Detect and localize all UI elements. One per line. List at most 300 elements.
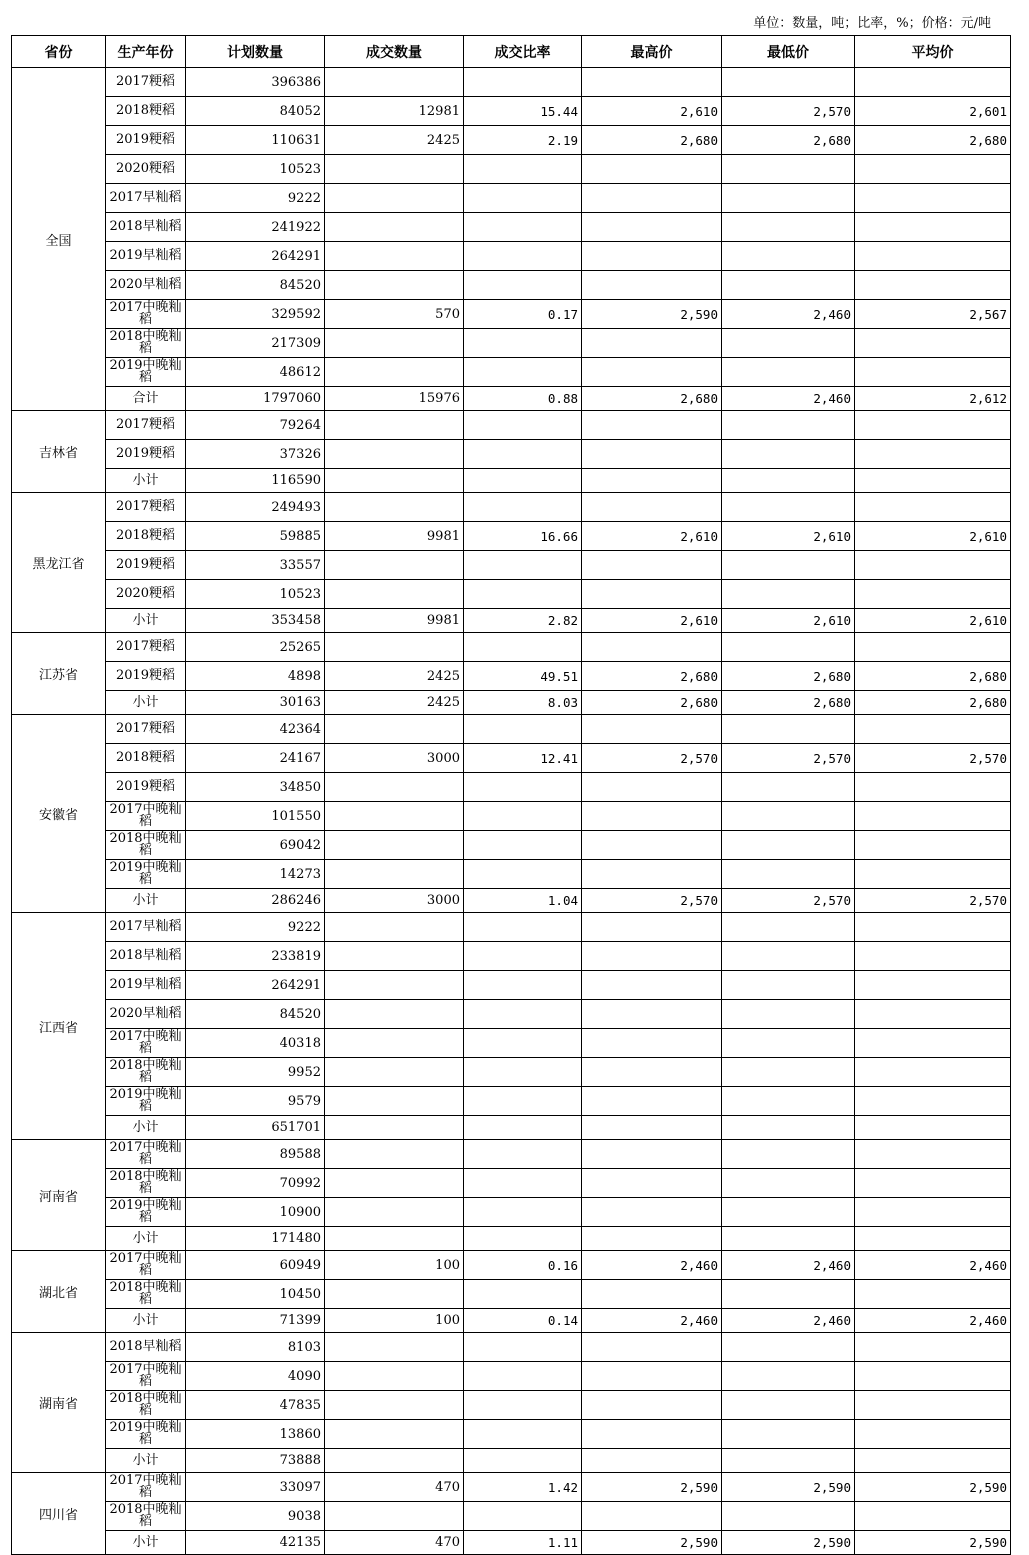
table-row	[12, 1309, 1011, 1333]
cell-planned: 10450	[186, 1280, 325, 1309]
cell-avg-price: 2,460	[855, 1309, 1011, 1333]
cell-min-price	[722, 1058, 855, 1087]
cell-year: 2019粳稻	[106, 551, 186, 580]
cell-min-price	[722, 155, 855, 184]
cell-min-price	[722, 440, 855, 469]
cell-max-price	[582, 329, 722, 358]
table-row	[12, 889, 1011, 913]
cell-year: 2019早籼稻	[106, 971, 186, 1000]
table-row	[12, 1029, 1011, 1058]
cell-avg-price	[855, 860, 1011, 889]
cell-max-price	[582, 942, 722, 971]
cell-traded: 100	[325, 1251, 464, 1280]
cell-planned: 8103	[186, 1333, 325, 1362]
cell-traded	[325, 271, 464, 300]
cell-avg-price: 2,567	[855, 300, 1011, 329]
cell-year: 小计	[106, 609, 186, 633]
cell-min-price: 2,460	[722, 1309, 855, 1333]
cell-rate: 16.66	[464, 522, 582, 551]
cell-planned: 89588	[186, 1140, 325, 1169]
cell-rate	[464, 1116, 582, 1140]
cell-max-price: 2,680	[582, 126, 722, 155]
cell-max-price	[582, 440, 722, 469]
cell-traded	[325, 1391, 464, 1420]
cell-year: 2020粳稻	[106, 580, 186, 609]
table-body	[12, 68, 1011, 1555]
cell-traded	[325, 1140, 464, 1169]
table-row	[12, 1000, 1011, 1029]
cell-min-price	[722, 551, 855, 580]
cell-avg-price	[855, 1391, 1011, 1420]
table-row	[12, 411, 1011, 440]
cell-max-price: 2,680	[582, 387, 722, 411]
cell-avg-price: 2,610	[855, 609, 1011, 633]
cell-planned: 48612	[186, 358, 325, 387]
cell-max-price	[582, 1169, 722, 1198]
cell-avg-price	[855, 1198, 1011, 1227]
cell-avg-price	[855, 493, 1011, 522]
cell-rate	[464, 440, 582, 469]
cell-planned: 233819	[186, 942, 325, 971]
cell-avg-price	[855, 358, 1011, 387]
cell-min-price	[722, 1449, 855, 1473]
table-row	[12, 469, 1011, 493]
table-row	[12, 1473, 1011, 1502]
cell-min-price	[722, 580, 855, 609]
table-row	[12, 97, 1011, 126]
cell-planned: 71399	[186, 1309, 325, 1333]
cell-planned: 69042	[186, 831, 325, 860]
cell-traded	[325, 913, 464, 942]
cell-traded	[325, 155, 464, 184]
cell-planned: 9222	[186, 184, 325, 213]
cell-traded: 3000	[325, 744, 464, 773]
cell-avg-price	[855, 633, 1011, 662]
cell-year: 2017中晚籼稻	[106, 300, 186, 329]
cell-planned: 34850	[186, 773, 325, 802]
cell-min-price	[722, 493, 855, 522]
cell-avg-price	[855, 213, 1011, 242]
cell-avg-price	[855, 411, 1011, 440]
cell-planned: 264291	[186, 971, 325, 1000]
cell-avg-price	[855, 1420, 1011, 1449]
cell-min-price	[722, 1000, 855, 1029]
cell-traded	[325, 1058, 464, 1087]
cell-traded: 100	[325, 1309, 464, 1333]
cell-max-price	[582, 68, 722, 97]
cell-year: 2020早籼稻	[106, 271, 186, 300]
cell-min-price	[722, 1362, 855, 1391]
cell-rate	[464, 942, 582, 971]
cell-traded	[325, 1198, 464, 1227]
cell-rate: 1.04	[464, 889, 582, 913]
table-row	[12, 184, 1011, 213]
cell-traded	[325, 1000, 464, 1029]
cell-year: 2019中晚籼稻	[106, 1420, 186, 1449]
cell-traded	[325, 411, 464, 440]
cell-avg-price	[855, 913, 1011, 942]
cell-max-price	[582, 831, 722, 860]
cell-avg-price: 2,680	[855, 691, 1011, 715]
header-min-price: 最低价	[722, 36, 855, 68]
cell-planned: 9038	[186, 1502, 325, 1531]
table-row	[12, 271, 1011, 300]
cell-planned: 9952	[186, 1058, 325, 1087]
header-planned: 计划数量	[186, 36, 325, 68]
cell-rate	[464, 580, 582, 609]
cell-rate: 2.19	[464, 126, 582, 155]
cell-rate: 2.82	[464, 609, 582, 633]
table-row	[12, 1087, 1011, 1116]
cell-planned: 9579	[186, 1087, 325, 1116]
cell-traded	[325, 860, 464, 889]
table-row	[12, 387, 1011, 411]
cell-year: 小计	[106, 1116, 186, 1140]
header-avg-price: 平均价	[855, 36, 1011, 68]
cell-traded: 470	[325, 1531, 464, 1555]
cell-year: 2018中晚籼稻	[106, 1169, 186, 1198]
cell-traded: 3000	[325, 889, 464, 913]
cell-year: 2019粳稻	[106, 773, 186, 802]
cell-max-price: 2,570	[582, 744, 722, 773]
header-row	[12, 36, 1011, 68]
cell-min-price	[722, 242, 855, 271]
cell-rate	[464, 831, 582, 860]
cell-traded: 570	[325, 300, 464, 329]
cell-max-price	[582, 493, 722, 522]
table-row	[12, 691, 1011, 715]
header-max-price: 最高价	[582, 36, 722, 68]
cell-year: 2017中晚籼稻	[106, 1029, 186, 1058]
cell-min-price	[722, 1227, 855, 1251]
cell-rate: 12.41	[464, 744, 582, 773]
cell-planned: 84520	[186, 1000, 325, 1029]
table-header	[12, 36, 1011, 68]
table-row	[12, 522, 1011, 551]
cell-min-price: 2,460	[722, 387, 855, 411]
cell-min-price	[722, 1502, 855, 1531]
cell-rate	[464, 715, 582, 744]
cell-rate	[464, 913, 582, 942]
header-year: 生产年份	[106, 36, 186, 68]
cell-max-price	[582, 913, 722, 942]
cell-min-price: 2,460	[722, 1251, 855, 1280]
cell-max-price	[582, 469, 722, 493]
cell-avg-price	[855, 1169, 1011, 1198]
cell-traded: 470	[325, 1473, 464, 1502]
table-row	[12, 913, 1011, 942]
cell-planned: 10523	[186, 155, 325, 184]
cell-rate	[464, 1333, 582, 1362]
cell-rate: 0.16	[464, 1251, 582, 1280]
table-row	[12, 1420, 1011, 1449]
cell-min-price	[722, 802, 855, 831]
cell-year: 2017粳稻	[106, 633, 186, 662]
cell-min-price	[722, 1169, 855, 1198]
table-row	[12, 971, 1011, 1000]
cell-max-price	[582, 1227, 722, 1251]
header-rate: 成交比率	[464, 36, 582, 68]
province-cell: 江西省	[12, 913, 106, 1140]
cell-traded	[325, 1116, 464, 1140]
cell-rate: 1.11	[464, 1531, 582, 1555]
cell-min-price	[722, 1333, 855, 1362]
cell-planned: 14273	[186, 860, 325, 889]
cell-min-price	[722, 831, 855, 860]
cell-min-price	[722, 68, 855, 97]
cell-min-price	[722, 213, 855, 242]
table-row	[12, 1333, 1011, 1362]
cell-avg-price: 2,460	[855, 1251, 1011, 1280]
province-cell: 江苏省	[12, 633, 106, 715]
table-row	[12, 860, 1011, 889]
cell-avg-price: 2,590	[855, 1473, 1011, 1502]
cell-avg-price	[855, 242, 1011, 271]
cell-rate	[464, 1362, 582, 1391]
cell-min-price: 2,680	[722, 691, 855, 715]
table-row	[12, 1251, 1011, 1280]
cell-rate	[464, 493, 582, 522]
table-row	[12, 1116, 1011, 1140]
cell-rate	[464, 1391, 582, 1420]
table-row	[12, 155, 1011, 184]
cell-max-price: 2,610	[582, 97, 722, 126]
cell-max-price: 2,610	[582, 522, 722, 551]
cell-year: 2018中晚籼稻	[106, 329, 186, 358]
cell-min-price	[722, 184, 855, 213]
cell-planned: 4898	[186, 662, 325, 691]
cell-max-price	[582, 633, 722, 662]
cell-max-price	[582, 1029, 722, 1058]
cell-avg-price: 2,601	[855, 97, 1011, 126]
cell-traded: 15976	[325, 387, 464, 411]
table-row	[12, 1140, 1011, 1169]
cell-traded	[325, 329, 464, 358]
cell-min-price: 2,570	[722, 889, 855, 913]
cell-year: 2018早籼稻	[106, 942, 186, 971]
cell-rate	[464, 68, 582, 97]
cell-traded	[325, 1280, 464, 1309]
cell-rate: 8.03	[464, 691, 582, 715]
cell-avg-price: 2,570	[855, 889, 1011, 913]
cell-max-price	[582, 551, 722, 580]
cell-rate: 0.88	[464, 387, 582, 411]
table-row	[12, 358, 1011, 387]
cell-max-price	[582, 1502, 722, 1531]
cell-traded	[325, 1227, 464, 1251]
cell-avg-price	[855, 1362, 1011, 1391]
table-row	[12, 213, 1011, 242]
cell-avg-price: 2,590	[855, 1531, 1011, 1555]
cell-max-price: 2,590	[582, 1531, 722, 1555]
cell-traded	[325, 1029, 464, 1058]
cell-traded	[325, 715, 464, 744]
cell-rate	[464, 802, 582, 831]
cell-traded	[325, 633, 464, 662]
cell-year: 2019粳稻	[106, 126, 186, 155]
cell-rate	[464, 1029, 582, 1058]
cell-traded: 2425	[325, 691, 464, 715]
unit-note: 单位：数量，吨；比率，%；价格：元/吨	[753, 16, 991, 31]
cell-planned: 241922	[186, 213, 325, 242]
cell-rate	[464, 1502, 582, 1531]
province-cell: 吉林省	[12, 411, 106, 493]
cell-max-price: 2,680	[582, 662, 722, 691]
cell-rate	[464, 1169, 582, 1198]
cell-min-price	[722, 1140, 855, 1169]
cell-traded: 2425	[325, 126, 464, 155]
cell-planned: 25265	[186, 633, 325, 662]
cell-planned: 13860	[186, 1420, 325, 1449]
cell-year: 2019中晚籼稻	[106, 1087, 186, 1116]
province-cell: 河南省	[12, 1140, 106, 1251]
province-cell: 四川省	[12, 1473, 106, 1555]
cell-traded	[325, 493, 464, 522]
cell-min-price	[722, 411, 855, 440]
cell-year: 2019中晚籼稻	[106, 358, 186, 387]
cell-avg-price: 2,612	[855, 387, 1011, 411]
cell-planned: 70992	[186, 1169, 325, 1198]
table-row	[12, 1502, 1011, 1531]
cell-max-price	[582, 1116, 722, 1140]
cell-traded	[325, 1169, 464, 1198]
cell-avg-price	[855, 1227, 1011, 1251]
table-row	[12, 580, 1011, 609]
cell-rate	[464, 1227, 582, 1251]
province-cell: 全国	[12, 68, 106, 411]
cell-max-price	[582, 580, 722, 609]
table-row	[12, 802, 1011, 831]
cell-year: 小计	[106, 1309, 186, 1333]
cell-traded	[325, 440, 464, 469]
cell-max-price: 2,610	[582, 609, 722, 633]
cell-rate: 1.42	[464, 1473, 582, 1502]
cell-traded	[325, 1502, 464, 1531]
cell-year: 2017中晚籼稻	[106, 1251, 186, 1280]
table-row	[12, 1169, 1011, 1198]
table-row	[12, 831, 1011, 860]
cell-min-price: 2,570	[722, 744, 855, 773]
cell-min-price: 2,610	[722, 522, 855, 551]
cell-planned: 4090	[186, 1362, 325, 1391]
cell-avg-price	[855, 942, 1011, 971]
cell-rate	[464, 860, 582, 889]
cell-max-price	[582, 1391, 722, 1420]
cell-planned: 396386	[186, 68, 325, 97]
cell-planned: 79264	[186, 411, 325, 440]
cell-max-price: 2,460	[582, 1309, 722, 1333]
cell-max-price	[582, 971, 722, 1000]
cell-traded	[325, 469, 464, 493]
cell-traded	[325, 1449, 464, 1473]
cell-year: 2018中晚籼稻	[106, 1502, 186, 1531]
table-row	[12, 1198, 1011, 1227]
cell-year: 2017中晚籼稻	[106, 1473, 186, 1502]
cell-year: 2018中晚籼稻	[106, 1391, 186, 1420]
cell-avg-price	[855, 1058, 1011, 1087]
cell-traded	[325, 580, 464, 609]
cell-traded	[325, 1420, 464, 1449]
cell-traded	[325, 184, 464, 213]
cell-year: 2017中晚籼稻	[106, 1140, 186, 1169]
cell-traded	[325, 358, 464, 387]
cell-rate	[464, 551, 582, 580]
table-row	[12, 242, 1011, 271]
cell-min-price	[722, 358, 855, 387]
table-row	[12, 633, 1011, 662]
cell-avg-price	[855, 1029, 1011, 1058]
cell-rate: 0.14	[464, 1309, 582, 1333]
cell-traded	[325, 942, 464, 971]
cell-avg-price	[855, 469, 1011, 493]
cell-year: 合计	[106, 387, 186, 411]
cell-planned: 264291	[186, 242, 325, 271]
cell-planned: 84052	[186, 97, 325, 126]
cell-max-price: 2,570	[582, 889, 722, 913]
cell-year: 2019粳稻	[106, 662, 186, 691]
cell-avg-price	[855, 1000, 1011, 1029]
header-province: 省份	[12, 36, 106, 68]
cell-year: 2020早籼稻	[106, 1000, 186, 1029]
cell-year: 2018中晚籼稻	[106, 1280, 186, 1309]
cell-min-price: 2,590	[722, 1531, 855, 1555]
cell-year: 2018中晚籼稻	[106, 831, 186, 860]
cell-max-price	[582, 155, 722, 184]
cell-min-price	[722, 971, 855, 1000]
cell-year: 2019早籼稻	[106, 242, 186, 271]
cell-rate	[464, 155, 582, 184]
cell-planned: 101550	[186, 802, 325, 831]
cell-max-price	[582, 1449, 722, 1473]
cell-planned: 116590	[186, 469, 325, 493]
cell-min-price: 2,610	[722, 609, 855, 633]
cell-traded	[325, 68, 464, 97]
cell-avg-price: 2,610	[855, 522, 1011, 551]
cell-planned: 329592	[186, 300, 325, 329]
table-row	[12, 662, 1011, 691]
cell-rate	[464, 358, 582, 387]
cell-max-price	[582, 271, 722, 300]
cell-planned: 59885	[186, 522, 325, 551]
table-row	[12, 300, 1011, 329]
cell-min-price: 2,680	[722, 126, 855, 155]
cell-min-price	[722, 942, 855, 971]
cell-planned: 40318	[186, 1029, 325, 1058]
cell-rate	[464, 1420, 582, 1449]
cell-max-price	[582, 802, 722, 831]
cell-traded	[325, 1087, 464, 1116]
cell-max-price	[582, 715, 722, 744]
cell-rate	[464, 271, 582, 300]
cell-rate	[464, 1058, 582, 1087]
cell-year: 2019中晚籼稻	[106, 860, 186, 889]
cell-min-price	[722, 271, 855, 300]
cell-planned: 73888	[186, 1449, 325, 1473]
cell-avg-price	[855, 551, 1011, 580]
cell-max-price: 2,460	[582, 1251, 722, 1280]
cell-planned: 33557	[186, 551, 325, 580]
cell-traded: 9981	[325, 609, 464, 633]
cell-rate	[464, 971, 582, 1000]
cell-planned: 286246	[186, 889, 325, 913]
cell-year: 2017早籼稻	[106, 913, 186, 942]
table-row	[12, 551, 1011, 580]
cell-avg-price	[855, 1140, 1011, 1169]
cell-avg-price: 2,680	[855, 662, 1011, 691]
cell-planned: 171480	[186, 1227, 325, 1251]
cell-min-price	[722, 1029, 855, 1058]
cell-year: 2017中晚籼稻	[106, 1362, 186, 1391]
